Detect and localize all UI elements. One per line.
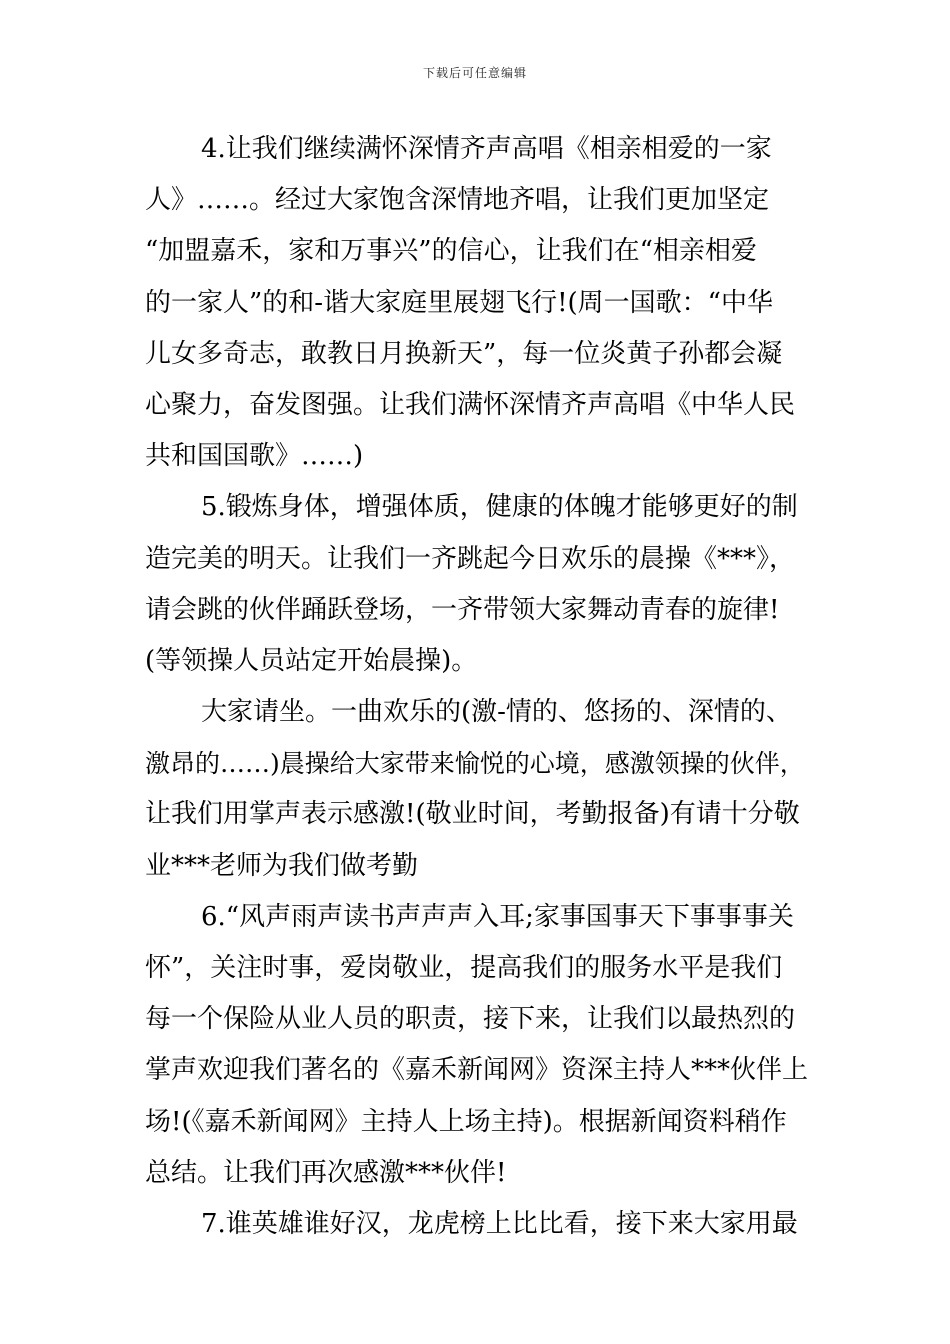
text-line: 场!(《嘉禾新闻网》主持人上场主持)。根据新闻资料稍作: [145, 1106, 787, 1137]
text-line: 儿女多奇志，敢教日月换新天”，每一位炎黄子孙都会凝: [145, 338, 783, 369]
text-line: “加盟嘉禾，家和万事兴”的信心，让我们在“相亲相爱: [145, 236, 757, 267]
text-line: 业***老师为我们做考勤: [145, 850, 419, 881]
body-text: [145, 124, 810, 1250]
text-line: 总结。让我们再次感激***伙伴!: [145, 1157, 507, 1188]
text-line: 怀”，关注时事，爱岗敬业，提高我们的服务水平是我们: [145, 953, 783, 983]
text-line: 每一个保险从业人员的职责，接下来，让我们以最热烈的: [145, 1004, 796, 1035]
text-line: 人》……。经过大家饱含深情地齐唱，让我们更加坚定: [145, 185, 770, 216]
text-line: 的一家人”的和-谐大家庭里展翅飞行!(周一国歌：“中华: [145, 287, 773, 318]
text-line: 5.锻炼身体，增强体质，健康的体魄才能够更好的制: [201, 492, 798, 523]
text-line: 7.谁英雄谁好汉，龙虎榜上比比看，接下来大家用最: [201, 1208, 798, 1239]
text-line: 4.让我们继续满怀深情齐声高唱《相亲相爱的一家: [201, 134, 772, 164]
text-line: 心聚力，奋发图强。让我们满怀深情齐声高唱《中华人民: [145, 389, 796, 420]
page-header: 下载后可任意编辑: [422, 66, 527, 80]
text-line: 让我们用掌声表示感激!(敬业时间，考勤报备)有请十分敬: [145, 799, 800, 830]
text-line: 请会跳的伙伴踊跃登场，一齐带领大家舞动青春的旋律!: [145, 594, 780, 625]
text-line: (等领操人员站定开始晨操)。: [145, 645, 478, 676]
text-line: 共和国国歌》……): [145, 441, 364, 472]
text-line: 造完美的明天。让我们一齐跳起今日欢乐的晨操《***》，: [145, 543, 796, 574]
text-line: 激昂的……)晨操给大家带来愉悦的心境，感激领操的伙伴，: [145, 749, 805, 779]
text-line: 掌声欢迎我们著名的《嘉禾新闻网》资深主持人***伙伴上: [145, 1055, 809, 1086]
text-line: 大家请坐。一曲欢乐的(激-情的、悠扬的、深情的、: [201, 697, 792, 728]
text-line: 6.“风声雨声读书声声声入耳;家事国事天下事事事关: [201, 901, 794, 932]
